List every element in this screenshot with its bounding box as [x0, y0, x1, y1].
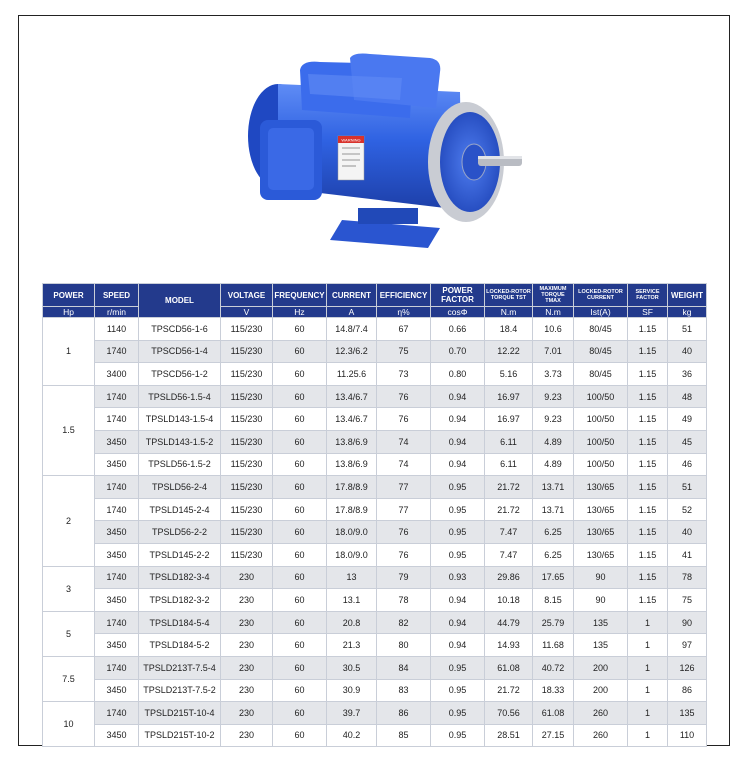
table-cell: 1.15 [628, 498, 668, 521]
table-cell: 126 [668, 656, 707, 679]
table-row [43, 589, 707, 612]
table-cell: 115/230 [221, 543, 273, 566]
motor-spec-table [42, 283, 707, 747]
table-cell: 16.97 [485, 385, 533, 408]
table-cell: 18.4 [485, 318, 533, 341]
unit-power: Hp [43, 307, 95, 318]
unit-power-factor: cosΦ [431, 307, 485, 318]
header-voltage: VOLTAGE [221, 284, 273, 307]
table-cell: 60 [273, 611, 327, 634]
table-cell: 1.15 [628, 566, 668, 589]
table-cell: 1740 [95, 476, 139, 499]
table-row [43, 634, 707, 657]
table-cell: 3450 [95, 679, 139, 702]
table-cell: 86 [377, 702, 431, 725]
table-cell: 44.79 [485, 611, 533, 634]
table-cell: 3450 [95, 589, 139, 612]
table-cell: 115/230 [221, 318, 273, 341]
table-cell: 1 [628, 656, 668, 679]
table-cell: 30.9 [327, 679, 377, 702]
table-cell: 79 [377, 566, 431, 589]
table-cell: 13.71 [533, 476, 574, 499]
table-cell: 21.72 [485, 498, 533, 521]
table-row [43, 679, 707, 702]
table-cell: 3400 [95, 363, 139, 386]
header-frequency: FREQUENCY [273, 284, 327, 307]
header-service-factor: SERVICE FACTOR [628, 284, 668, 307]
table-cell: 5.16 [485, 363, 533, 386]
table-row [43, 724, 707, 747]
power-hp-cell: 10 [43, 702, 95, 747]
header-current: CURRENT [327, 284, 377, 307]
table-cell: 0.95 [431, 702, 485, 725]
table-cell: 39.7 [327, 702, 377, 725]
table-cell: 10.6 [533, 318, 574, 341]
table-cell: 115/230 [221, 340, 273, 363]
table-cell: 21.72 [485, 679, 533, 702]
table-cell: 1.15 [628, 543, 668, 566]
table-cell: 3450 [95, 543, 139, 566]
table-cell: 3450 [95, 453, 139, 476]
table-cell: 77 [377, 476, 431, 499]
table-cell: 60 [273, 521, 327, 544]
table-cell: 18.33 [533, 679, 574, 702]
table-row [43, 498, 707, 521]
table-cell: 52 [668, 498, 707, 521]
table-cell: 70.56 [485, 702, 533, 725]
table-cell: TPSLD184-5-4 [139, 611, 221, 634]
table-cell: 0.94 [431, 430, 485, 453]
table-cell: 135 [574, 634, 628, 657]
table-cell: 60 [273, 724, 327, 747]
table-row [43, 408, 707, 431]
table-cell: 85 [377, 724, 431, 747]
table-cell: 9.23 [533, 385, 574, 408]
table-cell: 51 [668, 318, 707, 341]
table-cell: 60 [273, 476, 327, 499]
header-power: POWER [43, 284, 95, 307]
table-row [43, 521, 707, 544]
table-cell: 60 [273, 498, 327, 521]
table-cell: 135 [574, 611, 628, 634]
header-weight: WEIGHT [668, 284, 707, 307]
table-cell: 14.8/7.4 [327, 318, 377, 341]
table-cell: TPSCD56-1-2 [139, 363, 221, 386]
table-cell: 29.86 [485, 566, 533, 589]
table-cell: 80/45 [574, 340, 628, 363]
table-cell: 61.08 [533, 702, 574, 725]
table-cell: 76 [377, 521, 431, 544]
table-cell: 1740 [95, 340, 139, 363]
table-cell: 36 [668, 363, 707, 386]
table-cell: TPSLD56-1.5-4 [139, 385, 221, 408]
table-row [43, 430, 707, 453]
table-cell: 8.15 [533, 589, 574, 612]
table-cell: 1 [628, 611, 668, 634]
table-cell: 135 [668, 702, 707, 725]
table-cell: 115/230 [221, 453, 273, 476]
table-cell: 100/50 [574, 430, 628, 453]
table-row [43, 340, 707, 363]
table-cell: 14.93 [485, 634, 533, 657]
table-cell: 60 [273, 634, 327, 657]
table-cell: 260 [574, 724, 628, 747]
table-cell: 60 [273, 408, 327, 431]
table-cell: 80/45 [574, 363, 628, 386]
table-cell: 115/230 [221, 385, 273, 408]
table-cell: 76 [377, 408, 431, 431]
table-cell: 1740 [95, 702, 139, 725]
table-cell: 1 [628, 724, 668, 747]
table-cell: 0.94 [431, 634, 485, 657]
table-cell: TPSLD145-2-2 [139, 543, 221, 566]
table-cell: TPSLD182-3-2 [139, 589, 221, 612]
table-row [43, 363, 707, 386]
header-locked-rotor-current: LOCKED-ROTOR CURRENT [574, 284, 628, 307]
unit-frequency: Hz [273, 307, 327, 318]
table-cell: TPSLD56-1.5-2 [139, 453, 221, 476]
table-cell: 82 [377, 611, 431, 634]
table-cell: 230 [221, 724, 273, 747]
table-cell: 40 [668, 521, 707, 544]
table-cell: 200 [574, 679, 628, 702]
table-cell: 60 [273, 656, 327, 679]
table-cell: TPSLD143-1.5-4 [139, 408, 221, 431]
table-cell: 1 [628, 702, 668, 725]
table-cell: 76 [377, 543, 431, 566]
table-cell: TPSLD184-5-2 [139, 634, 221, 657]
table-cell: 60 [273, 702, 327, 725]
unit-max-torque: N.m [533, 307, 574, 318]
table-row [43, 385, 707, 408]
table-cell: 12.22 [485, 340, 533, 363]
table-cell: 0.95 [431, 724, 485, 747]
table-cell: 100/50 [574, 408, 628, 431]
table-cell: 75 [668, 589, 707, 612]
table-cell: 16.97 [485, 408, 533, 431]
table-cell: TPSLD215T-10-2 [139, 724, 221, 747]
table-cell: 0.94 [431, 408, 485, 431]
table-cell: 17.8/8.9 [327, 476, 377, 499]
table-cell: 0.95 [431, 476, 485, 499]
table-cell: 60 [273, 318, 327, 341]
table-cell: TPSCD56-1-4 [139, 340, 221, 363]
power-hp-cell: 3 [43, 566, 95, 611]
table-cell: 12.3/6.2 [327, 340, 377, 363]
unit-efficiency: η% [377, 307, 431, 318]
electric-motor-image [230, 48, 530, 253]
table-cell: 0.70 [431, 340, 485, 363]
table-cell: 0.94 [431, 453, 485, 476]
table-cell: 230 [221, 611, 273, 634]
table-cell: 260 [574, 702, 628, 725]
table-cell: 1.15 [628, 318, 668, 341]
table-cell: TPSLD213T-7.5-4 [139, 656, 221, 679]
table-cell: 78 [668, 566, 707, 589]
table-cell: 90 [574, 566, 628, 589]
table-cell: 100/50 [574, 453, 628, 476]
table-cell: 9.23 [533, 408, 574, 431]
table-header-row [43, 284, 707, 307]
table-cell: 7.47 [485, 521, 533, 544]
table-cell: 60 [273, 453, 327, 476]
table-cell: TPSCD56-1-6 [139, 318, 221, 341]
power-hp-cell: 1.5 [43, 385, 95, 475]
table-cell: 130/65 [574, 476, 628, 499]
table-cell: 84 [377, 656, 431, 679]
table-cell: 110 [668, 724, 707, 747]
table-cell: 77 [377, 498, 431, 521]
table-cell: 115/230 [221, 498, 273, 521]
table-body [43, 318, 707, 747]
unit-service-factor: SF [628, 307, 668, 318]
table-cell: 230 [221, 589, 273, 612]
header-locked-rotor-torque: LOCKED-ROTOR TORQUE TST [485, 284, 533, 307]
table-cell: 0.95 [431, 543, 485, 566]
table-cell: 13 [327, 566, 377, 589]
table-cell: 13.1 [327, 589, 377, 612]
table-cell: 11.68 [533, 634, 574, 657]
table-cell: 0.94 [431, 385, 485, 408]
table-cell: 60 [273, 566, 327, 589]
table-cell: 17.8/8.9 [327, 498, 377, 521]
unit-voltage: V [221, 307, 273, 318]
table-cell: 1.15 [628, 340, 668, 363]
table-cell: 230 [221, 679, 273, 702]
table-cell: 115/230 [221, 408, 273, 431]
table-cell: TPSLD143-1.5-2 [139, 430, 221, 453]
table-cell: TPSLD182-3-4 [139, 566, 221, 589]
table-cell: 75 [377, 340, 431, 363]
table-cell: 10.18 [485, 589, 533, 612]
table-cell: 13.8/6.9 [327, 453, 377, 476]
table-cell: 0.95 [431, 498, 485, 521]
table-cell: 3450 [95, 521, 139, 544]
table-cell: 1.15 [628, 476, 668, 499]
table-cell: TPSLD213T-7.5-2 [139, 679, 221, 702]
table-cell: 1.15 [628, 521, 668, 544]
table-cell: 3450 [95, 430, 139, 453]
table-cell: 61.08 [485, 656, 533, 679]
table-cell: 40.72 [533, 656, 574, 679]
power-hp-cell: 5 [43, 611, 95, 656]
table-cell: TPSLD215T-10-4 [139, 702, 221, 725]
table-cell: 1740 [95, 385, 139, 408]
table-cell: 67 [377, 318, 431, 341]
table-cell: 13.8/6.9 [327, 430, 377, 453]
table-cell: 6.11 [485, 453, 533, 476]
table-cell: 46 [668, 453, 707, 476]
table-cell: 1740 [95, 656, 139, 679]
table-cell: 130/65 [574, 543, 628, 566]
table-cell: 1.15 [628, 589, 668, 612]
table-cell: TPSLD56-2-2 [139, 521, 221, 544]
table-cell: 4.89 [533, 453, 574, 476]
table-cell: 130/65 [574, 498, 628, 521]
table-row [43, 656, 707, 679]
table-cell: 6.25 [533, 543, 574, 566]
table-cell: 0.94 [431, 589, 485, 612]
table-cell: 130/65 [574, 521, 628, 544]
table-cell: 230 [221, 566, 273, 589]
header-model: MODEL [139, 284, 221, 318]
table-cell: 41 [668, 543, 707, 566]
table-cell: 21.3 [327, 634, 377, 657]
table-cell: 80/45 [574, 318, 628, 341]
table-cell: 60 [273, 679, 327, 702]
table-cell: 230 [221, 634, 273, 657]
table-row [43, 476, 707, 499]
table-cell: 18.0/9.0 [327, 521, 377, 544]
table-cell: 115/230 [221, 430, 273, 453]
table-cell: 230 [221, 656, 273, 679]
table-cell: 90 [668, 611, 707, 634]
table-cell: 0.93 [431, 566, 485, 589]
table-cell: 7.47 [485, 543, 533, 566]
unit-weight: kg [668, 307, 707, 318]
unit-current: A [327, 307, 377, 318]
table-cell: 0.95 [431, 656, 485, 679]
table-row [43, 318, 707, 341]
header-efficiency: EFFICIENCY [377, 284, 431, 307]
table-cell: TPSLD145-2-4 [139, 498, 221, 521]
table-cell: 6.25 [533, 521, 574, 544]
table-cell: 40.2 [327, 724, 377, 747]
table-cell: 60 [273, 589, 327, 612]
table-cell: 17.65 [533, 566, 574, 589]
table-cell: 1740 [95, 566, 139, 589]
table-cell: 18.0/9.0 [327, 543, 377, 566]
table-cell: 40 [668, 340, 707, 363]
table-cell: 230 [221, 702, 273, 725]
table-cell: 1.15 [628, 453, 668, 476]
table-cell: 76 [377, 385, 431, 408]
table-cell: 73 [377, 363, 431, 386]
table-cell: 45 [668, 430, 707, 453]
table-cell: 1740 [95, 498, 139, 521]
table-cell: 1.15 [628, 430, 668, 453]
table-cell: 115/230 [221, 476, 273, 499]
table-cell: 83 [377, 679, 431, 702]
table-cell: 60 [273, 385, 327, 408]
table-cell: 3450 [95, 724, 139, 747]
table-cell: 21.72 [485, 476, 533, 499]
table-cell: 3450 [95, 634, 139, 657]
table-cell: 74 [377, 453, 431, 476]
table-cell: 13.4/6.7 [327, 385, 377, 408]
table-cell: 60 [273, 430, 327, 453]
power-hp-cell: 7.5 [43, 656, 95, 701]
table-cell: 13.4/6.7 [327, 408, 377, 431]
table-cell: 60 [273, 363, 327, 386]
unit-locked-rotor-torque: N.m [485, 307, 533, 318]
table-cell: 90 [574, 589, 628, 612]
table-cell: 4.89 [533, 430, 574, 453]
table-cell: 1140 [95, 318, 139, 341]
table-row [43, 611, 707, 634]
table-cell: 7.01 [533, 340, 574, 363]
table-cell: 27.15 [533, 724, 574, 747]
table-cell: 1740 [95, 408, 139, 431]
table-cell: 1.15 [628, 363, 668, 386]
table-cell: 1 [628, 679, 668, 702]
table-row [43, 702, 707, 725]
table-cell: 78 [377, 589, 431, 612]
table-cell: 48 [668, 385, 707, 408]
table-cell: 13.71 [533, 498, 574, 521]
table-cell: 25.79 [533, 611, 574, 634]
table-cell: 1740 [95, 611, 139, 634]
table-cell: 115/230 [221, 363, 273, 386]
table-cell: 100/50 [574, 385, 628, 408]
table-cell: 0.95 [431, 679, 485, 702]
table-cell: 60 [273, 340, 327, 363]
table-cell: 1.15 [628, 408, 668, 431]
table-cell: 60 [273, 543, 327, 566]
table-cell: 80 [377, 634, 431, 657]
table-cell: 0.94 [431, 611, 485, 634]
table-cell: 0.80 [431, 363, 485, 386]
table-cell: 49 [668, 408, 707, 431]
table-cell: 30.5 [327, 656, 377, 679]
table-row [43, 453, 707, 476]
table-cell: 86 [668, 679, 707, 702]
table-cell: TPSLD56-2-4 [139, 476, 221, 499]
table-cell: 6.11 [485, 430, 533, 453]
table-cell: 0.95 [431, 521, 485, 544]
unit-locked-rotor-current: Ist(A) [574, 307, 628, 318]
table-row [43, 543, 707, 566]
table-cell: 1 [628, 634, 668, 657]
table-cell: 20.8 [327, 611, 377, 634]
warning-label: WARNING [341, 137, 361, 143]
power-hp-cell: 1 [43, 318, 95, 386]
table-cell: 74 [377, 430, 431, 453]
table-row [43, 566, 707, 589]
table-cell: 200 [574, 656, 628, 679]
header-max-torque: MAXIMUM TORQUE TMAX [533, 284, 574, 307]
table-cell: 97 [668, 634, 707, 657]
unit-speed: r/min [95, 307, 139, 318]
table-cell: 51 [668, 476, 707, 499]
table-cell: 1.15 [628, 385, 668, 408]
table-cell: 115/230 [221, 521, 273, 544]
table-cell: 11.25.6 [327, 363, 377, 386]
table-cell: 0.66 [431, 318, 485, 341]
header-speed: SPEED [95, 284, 139, 307]
table-cell: 3.73 [533, 363, 574, 386]
table-cell: 28.51 [485, 724, 533, 747]
header-power-factor: POWER FACTOR [431, 284, 485, 307]
power-hp-cell: 2 [43, 476, 95, 566]
